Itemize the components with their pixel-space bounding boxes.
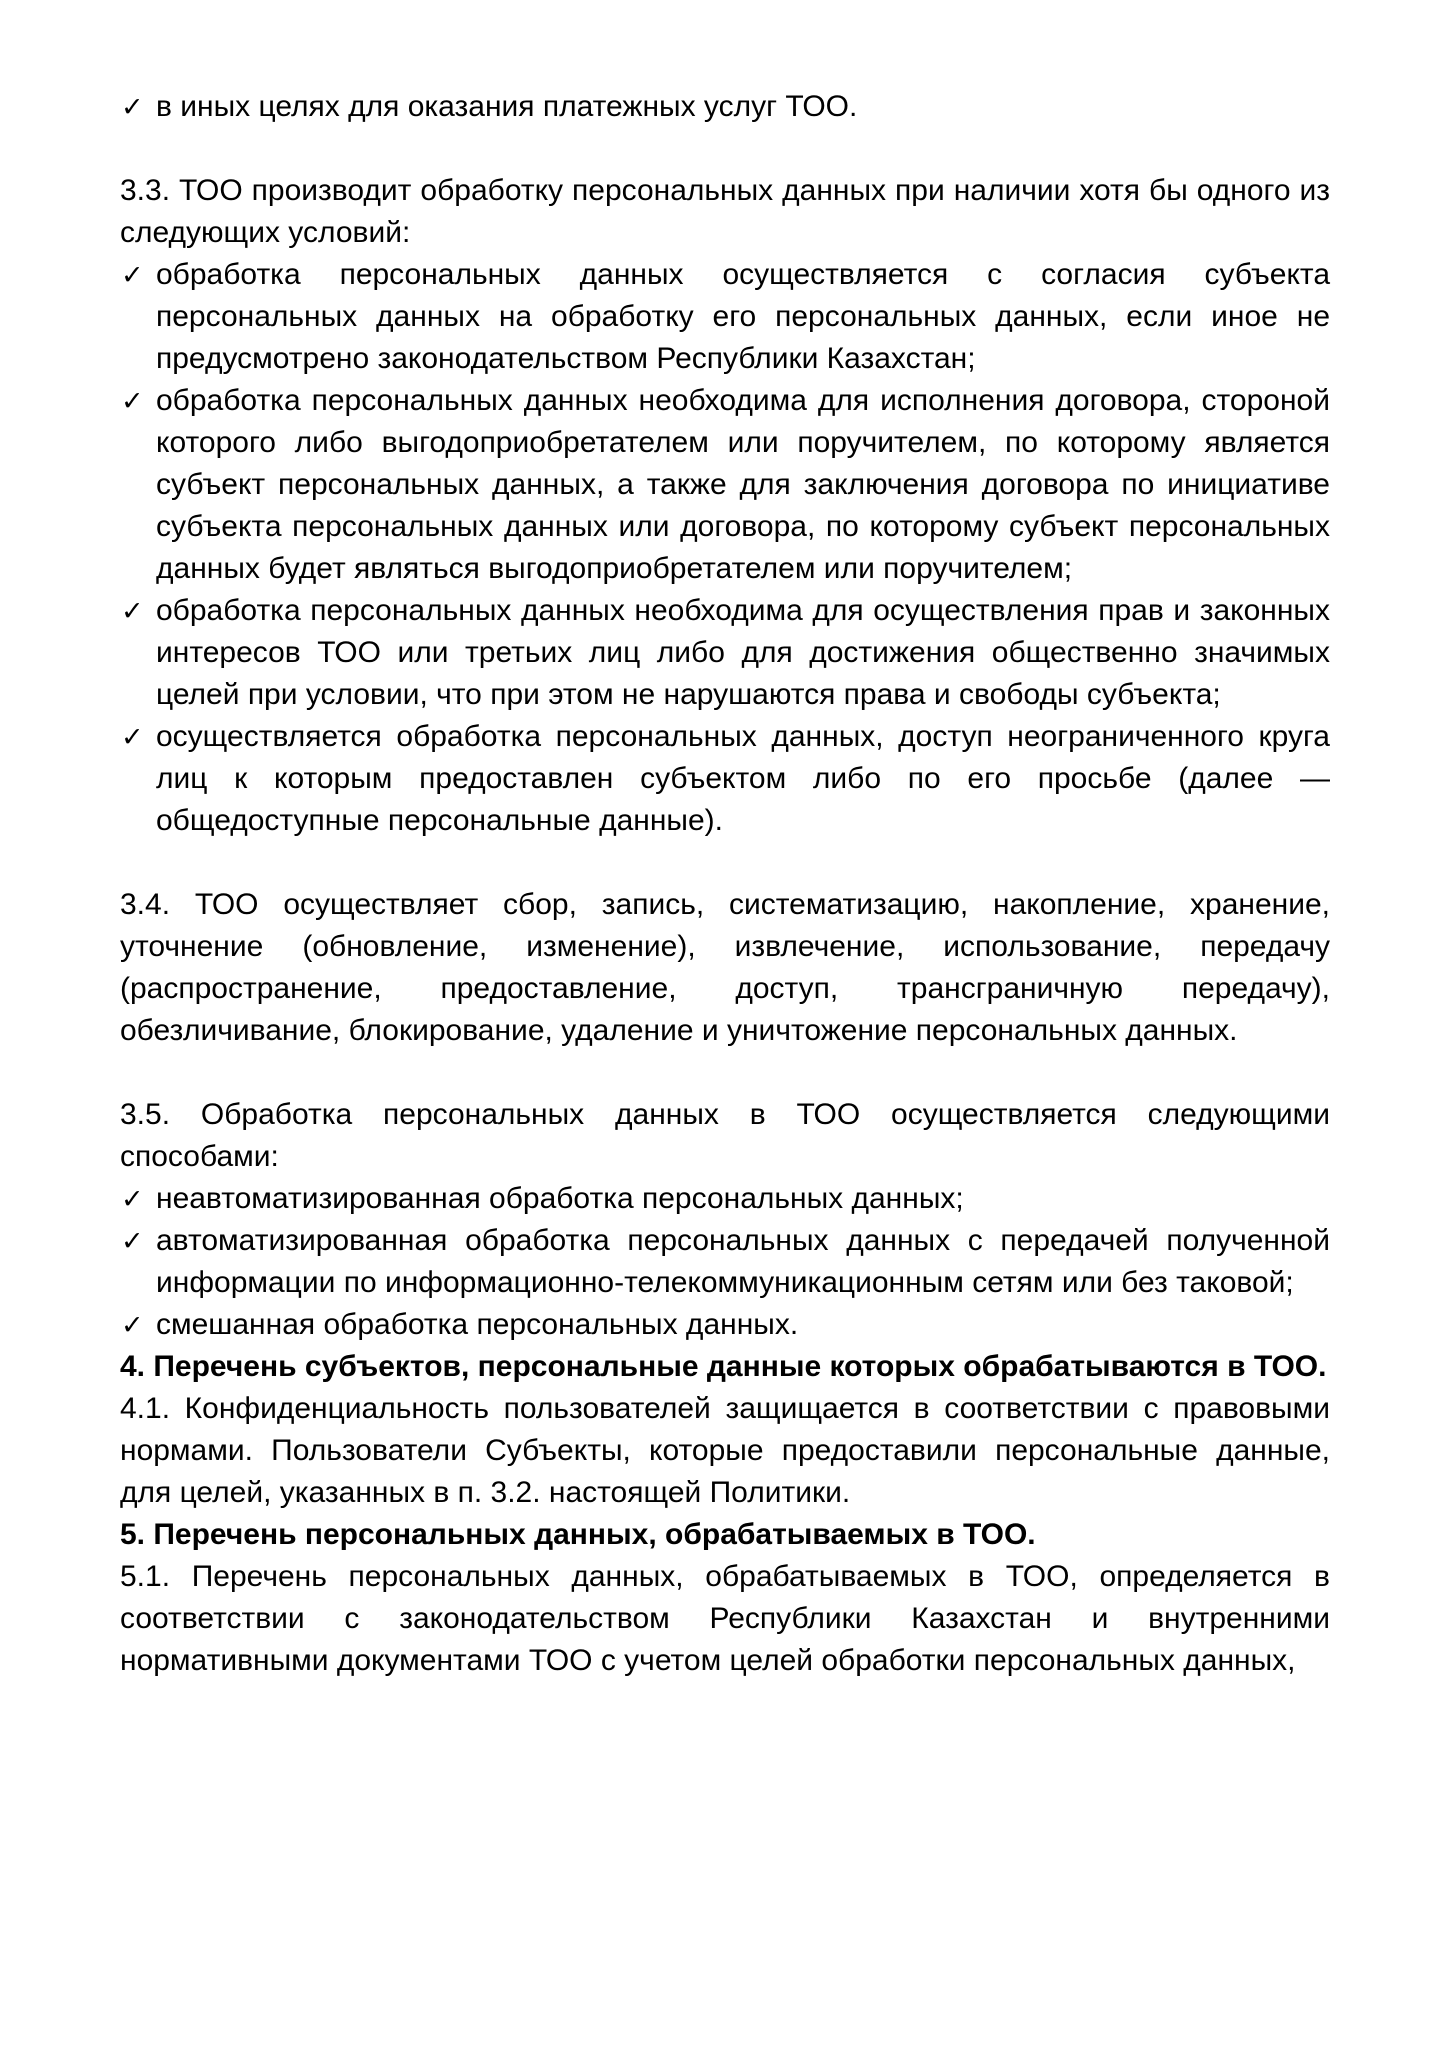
- checkmark-icon: ✓: [121, 722, 144, 752]
- checkmark-icon: ✓: [121, 1226, 144, 1256]
- checkmark-icon: ✓: [121, 386, 144, 416]
- section-heading-5: 5. Перечень персональных данных, обрабатываемых в ТОО.: [120, 1518, 1036, 1551]
- checkmark-icon: ✓: [121, 596, 144, 626]
- checkmark-icon: ✓: [121, 260, 144, 290]
- list-item: [120, 86, 1330, 128]
- checkmark-icon: ✓: [121, 92, 144, 122]
- processing-conditions-list: [120, 254, 1330, 842]
- section-heading-4: 4. Перечень субъектов, персональные данные которых обрабатываются в ТОО.: [120, 1350, 1327, 1383]
- bullet-text: осуществляется обработка персональных данных, доступ неограниченного круга лиц к которым предоставлен субъектом либо по его просьбе (далее — общедоступные персональные данные).: [156, 720, 1330, 837]
- list-item: [120, 590, 1330, 716]
- bullet-text: обработка персональных данных осуществляется с согласия субъекта персональных данных на обработку его персональных данных, если иное не предусмотрено законодательством Республики Казахстан;: [156, 258, 1330, 375]
- checkmark-icon: ✓: [121, 1310, 144, 1340]
- paragraph-3-4: 3.4. ТОО осуществляет сбор, запись, систематизацию, накопление, хранение, уточнение (обновление, изменение), извлечение, использование, передачу (распространение, предоставление, доступ, трансграничную передачу), обезличивание, блокирование, удаление и уничтожение персональных данных.: [120, 888, 1330, 1047]
- list-item: [120, 1178, 1330, 1220]
- bullet-text: смешанная обработка персональных данных.: [156, 1308, 799, 1341]
- checkmark-icon: ✓: [121, 1184, 144, 1214]
- bullet-text: неавтоматизированная обработка персональных данных;: [156, 1182, 964, 1215]
- payment-purposes-list: [120, 86, 1330, 128]
- list-item: [120, 380, 1330, 590]
- bullet-text: обработка персональных данных необходима для осуществления прав и законных интересов ТОО или третьих лиц либо для достижения общественно значимых целей при условии, что при этом не нарушаются права и свободы субъекта;: [156, 594, 1330, 711]
- paragraph-4-1: 4.1. Конфиденциальность пользователей защищается в соответствии с правовыми нормами. Пользователи Субъекты, которые предоставили персональные данные, для целей, указанных в п. 3.2. настоящей Политики.: [120, 1392, 1330, 1509]
- processing-methods-list: [120, 1178, 1330, 1346]
- list-item: [120, 254, 1330, 380]
- paragraph-5-1: 5.1. Перечень персональных данных, обрабатываемых в ТОО, определяется в соответствии с законодательством Республики Казахстан и внутренними нормативными документами ТОО с учетом целей обработки персональных данных,: [120, 1560, 1330, 1677]
- list-item: [120, 716, 1330, 842]
- paragraph-3-5: 3.5. Обработка персональных данных в ТОО осуществляется следующими способами:: [120, 1098, 1330, 1173]
- bullet-text: в иных целях для оказания платежных услуг ТОО.: [156, 90, 858, 123]
- bullet-text: автоматизированная обработка персональных данных с передачей полученной информации по информационно-телекоммуникационным сетям или без таковой;: [156, 1224, 1330, 1299]
- bullet-text: обработка персональных данных необходима для исполнения договора, стороной которого либо выгодоприобретателем или поручителем, по которому является субъект персональных данных, а также для заключения договора по инициативе субъекта персональных данных или договора, по которому субъект персональных данных будет являться выгодоприобретателем или поручителем;: [156, 384, 1330, 585]
- list-item: [120, 1220, 1330, 1304]
- list-item: [120, 1304, 1330, 1346]
- paragraph-3-3: 3.3. ТОО производит обработку персональных данных при наличии хотя бы одного из следующих условий:: [120, 174, 1330, 249]
